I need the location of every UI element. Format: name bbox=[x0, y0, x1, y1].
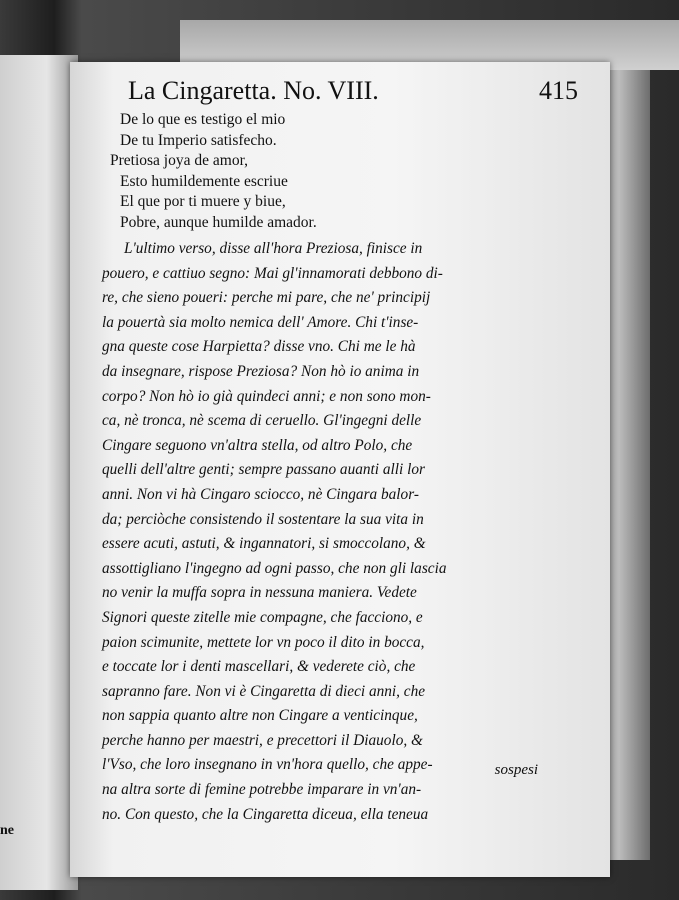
prose-line: anni. Non vi hà Cingaro sciocco, nè Cingara balor- bbox=[102, 485, 419, 503]
prose-line: l'Vso, che loro insegnano in vn'hora quello, che appe- bbox=[102, 756, 433, 774]
prose-line: no venir la muffa sopra in nessuna maniera. Vedete bbox=[102, 584, 417, 602]
verse-line: El que por ti muere y biue, bbox=[120, 193, 286, 210]
verse-line: Pretiosa joya de amor, bbox=[110, 152, 248, 169]
prose-line: corpo? Non hò io già quindeci anni; e non sono mon- bbox=[102, 387, 431, 405]
prose-line: la pouertà sia molto nemica dell' Amore. Chi t'inse- bbox=[102, 313, 419, 331]
book-page bbox=[70, 62, 610, 877]
verse-block bbox=[110, 110, 480, 233]
prose-line: e toccate lor i denti mascellari, & vederete ciò, che bbox=[102, 658, 416, 676]
prose-line: da insegnare, rispose Preziosa? Non hò io anima in bbox=[102, 362, 420, 380]
left-page-fragment: ne bbox=[0, 823, 14, 838]
page-number: 415 bbox=[539, 76, 578, 105]
running-head: La Cingaretta. No. VIII. bbox=[128, 76, 379, 105]
verse-line: De tu Imperio satisfecho. bbox=[120, 131, 277, 149]
page-header bbox=[128, 76, 578, 110]
prose-line: re, che sieno poueri: perche mi pare, che ne' principij bbox=[102, 289, 431, 307]
left-facing-page bbox=[0, 55, 78, 890]
prose-line: non sappia quanto altre non Cingare a venticinque, bbox=[102, 707, 418, 725]
verse-line: Esto humildemente escriue bbox=[120, 172, 288, 190]
prose-line: Signori queste zitelle mie compagne, che facciono, e bbox=[102, 608, 423, 626]
prose-line: ca, nè tronca, nè scema di ceruello. Gl'ingegni delle bbox=[102, 412, 422, 430]
prose-line: essere acuti, astuti, & ingannatori, si smoccolano, & bbox=[102, 535, 426, 553]
prose-line: pouero, e cattiuo segno: Mai gl'innamorati debbono di- bbox=[102, 264, 443, 282]
prose-line: Cingare seguono vn'altra stella, od altro Polo, che bbox=[102, 436, 413, 454]
catchword: sospesi bbox=[494, 762, 538, 778]
prose-line: perche hanno per maestri, e precettori il Diauolo, & bbox=[102, 731, 423, 749]
prose-line: na altra sorte di femine potrebbe imparare in vn'an- bbox=[102, 781, 422, 799]
prose-line: da; perciòche consistendo il sostentare la sua vita in bbox=[102, 510, 424, 528]
prose-line: L'ultimo verso, disse all'hora Preziosa, finisce in bbox=[124, 240, 423, 257]
prose-block bbox=[102, 237, 557, 827]
prose-line: no. Con questo, che la Cingaretta diceua, ella teneua bbox=[102, 805, 429, 823]
prose-line: quelli dell'altre genti; sempre passano auanti alli lor bbox=[102, 461, 425, 479]
prose-line: assottigliano l'ingegno ad ogni passo, che non gli lascia bbox=[102, 559, 447, 577]
prose-line: gna queste cose Harpietta? disse vno. Chi me le hà bbox=[102, 338, 416, 356]
prose-line: paion scimunite, mettete lor vn poco il dito in bocca, bbox=[102, 633, 425, 651]
verse-line: Pobre, aunque humilde amador. bbox=[120, 213, 317, 231]
prose-line: sapranno fare. Non vi è Cingaretta di dieci anni, che bbox=[102, 682, 426, 700]
verse-line: De lo que es testigo el mio bbox=[120, 111, 286, 128]
